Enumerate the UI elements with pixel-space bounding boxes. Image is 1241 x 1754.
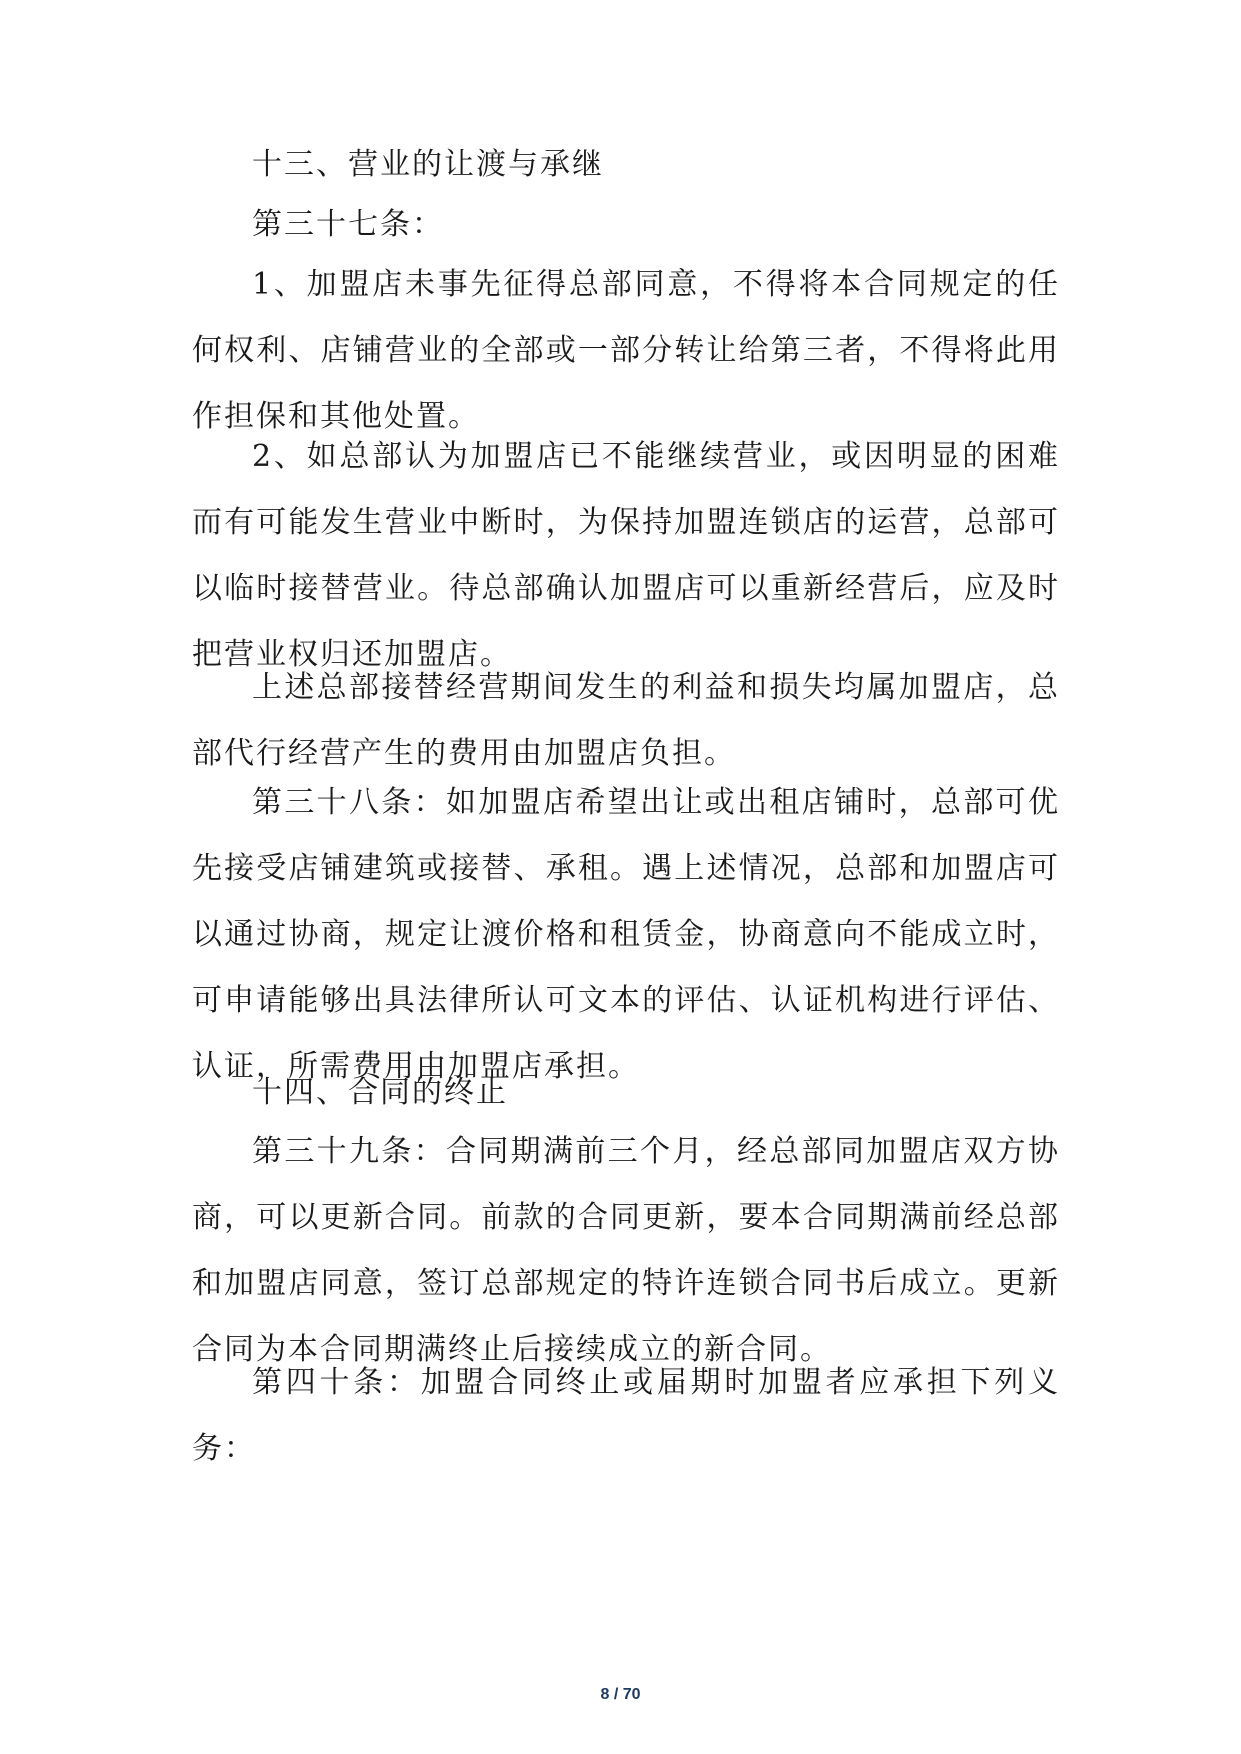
article-40: 第四十条：加盟合同终止或届期时加盟者应承担下列义务： [192,1365,1060,1466]
section-heading-13: 十三、营业的让渡与承继 [252,147,604,182]
article-37-note: 上述总部接替经营期间发生的利益和损失均属加盟店，总部代行经营产生的费用由加盟店负担。 [192,670,1060,771]
article-37-clause-1: 1、加盟店未事先征得总部同意，不得将本合同规定的任何权利、店铺营业的全部或一部分转让给第三者，不得将此用作担保和其他处置。 [192,267,1060,434]
section-heading-14: 十四、合同的终止 [252,1075,508,1110]
article-38: 第三十八条：如加盟店希望出让或出租店铺时，总部可优先接受店铺建筑或接替、承租。遇上述情况，总部和加盟店可以通过协商，规定让渡价格和租赁金，协商意向不能成立时，可申请能够出具法律所认可文本的评估、认证机构进行评估、认证，所需费用由加盟店承担。 [192,785,1060,1084]
article-37-heading: 第三十七条： [252,207,444,242]
article-37-clause-2: 2、如总部认为加盟店已不能继续营业，或因明显的困难而有可能发生营业中断时，为保持加盟连锁店的运营，总部可以临时接替营业。待总部确认加盟店可以重新经营后，应及时把营业权归还加盟店。 [192,439,1060,672]
page-number: 8 / 70 [600,1686,641,1703]
article-39: 第三十九条：合同期满前三个月，经总部同加盟店双方协商，可以更新合同。前款的合同更新，要本合同期满前经总部和加盟店同意，签订总部规定的特许连锁合同书后成立。更新合同为本合同期满终止后接续成立的新合同。 [192,1134,1060,1367]
